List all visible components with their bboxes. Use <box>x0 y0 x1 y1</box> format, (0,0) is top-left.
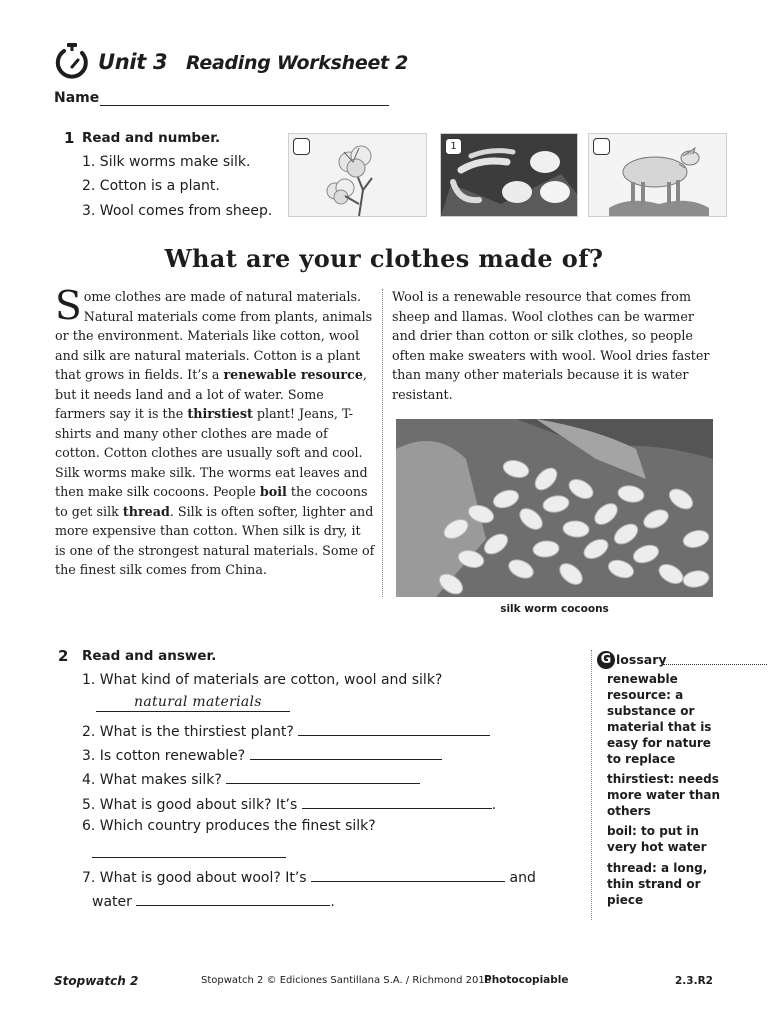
cotton-photo <box>288 133 427 217</box>
answer-blank-4[interactable] <box>226 769 420 784</box>
text-run: ome clothes are made of natural materials. Natural materials come from plants, animals or the environment. Materials like cotton, wool and silk are natural materials. Cotton is a plant that grows in fields. It’s a <box>55 289 373 382</box>
question-4-text: 4. What makes silk? <box>82 772 222 788</box>
answer-blank-7a[interactable] <box>311 867 505 882</box>
text-run: plant! Jeans, T-shirts and many other clothes are made of cotton. Cotton clothes are usually soft and cool. <box>55 406 363 460</box>
period: . <box>491 797 497 813</box>
answer-blank-3[interactable] <box>250 745 442 760</box>
keyword-thirstiest: thirstiest <box>187 406 253 421</box>
footer-photocopiable: Photocopiable <box>484 974 569 986</box>
worksheet-title: Reading Worksheet 2 <box>186 52 409 74</box>
drop-cap: S <box>55 284 82 329</box>
column-divider <box>382 289 383 597</box>
keyword-renewable-resource: renewable resource <box>223 367 363 382</box>
name-label: Name <box>54 90 100 106</box>
glossary-divider <box>591 650 592 920</box>
section-1-number: 1 <box>64 129 75 147</box>
glossary-entry-thirstiest: thirstiest: needs more water than others <box>607 772 721 818</box>
article-right-column <box>392 287 714 404</box>
handwritten-answer: natural materials <box>134 694 262 710</box>
glossary-entry-renewable-resource: renewable resource: a substance or material that is easy for nature to replace <box>607 672 712 766</box>
article-title: What are your clothes made of? <box>164 244 604 273</box>
question-2-text: 2. What is the thirstiest plant? <box>82 724 294 740</box>
text-run: , but it needs land and a lot of water. Some farmers say it is the <box>55 367 367 421</box>
water-word: water <box>92 894 132 910</box>
cocoon-photo <box>396 419 713 597</box>
keyword-boil: boil <box>259 484 287 499</box>
text-run: Silk worms make silk. The worms eat leaves and then make silk cocoons. People <box>55 464 368 499</box>
name-input-line[interactable] <box>100 105 389 106</box>
section-2-heading: Read and answer. <box>82 648 217 664</box>
photo-caption: silk worm cocoons <box>500 603 609 615</box>
footer-copyright: Stopwatch 2 © Ediciones Santillana S.A. / Richmond 2018 <box>201 975 492 986</box>
photo-number-box-3[interactable] <box>593 138 610 155</box>
text-run: the cocoons to get silk <box>55 484 368 519</box>
glossary-entry-thread: thread: a long, thin strand or piece <box>607 861 708 907</box>
and-word: and <box>509 870 536 886</box>
text-run: . Silk is often softer, lighter and more expensive than cotton. When silk is dry, it is one of the strongest natural materials. Some of the finest silk comes from China. <box>55 503 375 577</box>
question-7-continued <box>92 891 335 910</box>
glossary-title: lossary <box>616 652 667 667</box>
s1-item-2: 2. Cotton is a plant. <box>82 178 220 194</box>
s1-item-1: 1. Silk worms make silk. <box>82 154 251 170</box>
period: . <box>330 894 335 910</box>
question-7 <box>82 867 536 886</box>
question-3 <box>82 745 442 764</box>
question-5-text: 5. What is good about silk? It’s <box>82 797 298 813</box>
answer-blank-2[interactable] <box>298 721 490 736</box>
question-5 <box>82 794 496 813</box>
question-2 <box>82 721 490 740</box>
sheep-photo <box>588 133 727 217</box>
keyword-thread: thread <box>122 503 170 519</box>
footer-page-code: 2.3.R2 <box>675 975 713 987</box>
glossary-initial-badge: G <box>597 651 615 669</box>
s1-item-3: 3. Wool comes from sheep. <box>82 203 273 219</box>
question-6: 6. Which country produces the finest silk? <box>82 818 376 834</box>
article-left-column <box>55 284 375 580</box>
silkworm-photo <box>440 133 578 217</box>
article-paragraph-wool: Wool is a renewable resource that comes from sheep and llamas. Wool clothes can be warmer and drier than cotton or silk clothes, so people often make sweaters with wool. Wool dries faster than many other materials because it is water resistant. <box>392 289 710 402</box>
question-1: 1. What kind of materials are cotton, wool and silk? <box>82 672 443 688</box>
photo-number-box-2[interactable]: 1 <box>445 138 462 155</box>
article-paragraph-cotton <box>55 284 375 463</box>
photo-number-box-1[interactable] <box>293 138 310 155</box>
glossary-dotted-rule <box>663 664 767 665</box>
question-7-text: 7. What is good about wool? It’s <box>82 870 307 886</box>
section-1-heading: Read and number. <box>82 130 221 146</box>
answer-blank-7b[interactable] <box>136 891 330 906</box>
answer-blank-5[interactable] <box>302 794 492 809</box>
article-paragraph-silk <box>55 463 375 580</box>
answer-blank-6[interactable] <box>92 843 286 858</box>
unit-label: Unit 3 <box>98 50 168 74</box>
section-2-number: 2 <box>58 647 69 665</box>
question-3-text: 3. Is cotton renewable? <box>82 748 246 764</box>
footer-logo: Stopwatch 2 <box>54 974 139 988</box>
stopwatch-icon <box>52 42 92 82</box>
question-4 <box>82 769 420 788</box>
glossary-entry-boil: boil: to put in very hot water <box>607 824 707 854</box>
